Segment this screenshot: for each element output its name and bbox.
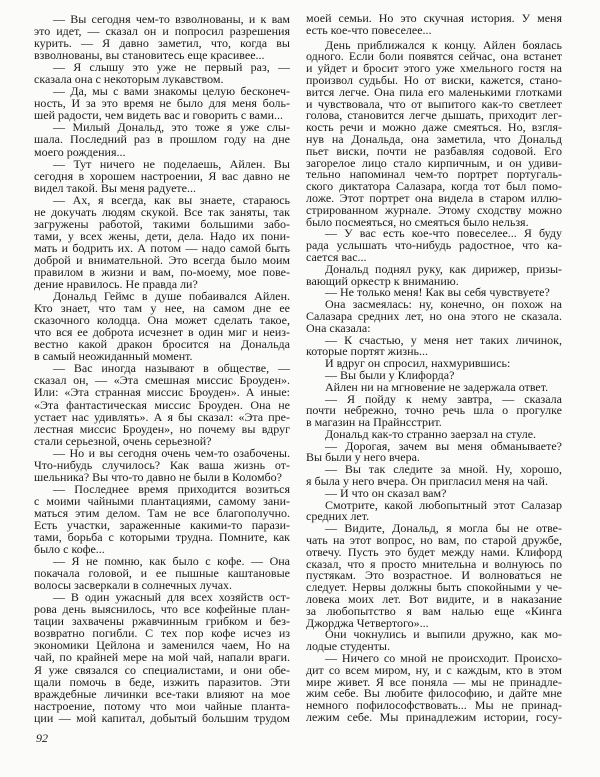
paragraph <box>34 555 290 591</box>
text-line: моего рождения... <box>34 144 126 159</box>
paragraph <box>306 653 562 724</box>
text-line: лежим себе. Мы принадлежим истории, госу- <box>306 710 562 725</box>
paragraph <box>306 37 562 229</box>
text-line: загорелое лицо стало кирпичным, и он удиви- <box>306 155 562 170</box>
paragraph <box>306 464 562 488</box>
text-line: видел такой. Вы меня радуете... <box>34 180 196 195</box>
text-line: одного. Если боли появятся сейчас, она встанет <box>306 49 562 64</box>
text-line: вится легче. Она пила его маленькими глотками <box>306 84 562 99</box>
text-line: стрированном журнале. Этому сходству можно <box>306 202 562 217</box>
text-line: тации захвачены ржавчинным грибком и без- <box>34 614 290 629</box>
text-line: пустякам. Это возрастное. И волноваться не <box>306 568 562 583</box>
text-line: Она сказала: <box>306 320 371 335</box>
paragraph <box>306 228 562 263</box>
text-line: в самый неожиданный момент. <box>34 349 193 364</box>
text-line: — Вас иногда называют в обществе, — <box>53 361 290 376</box>
text-line: экономики Цейлона и заменился чаем, Но на <box>34 638 290 653</box>
text-line: И вдруг он спросил, нахмурившись: <box>325 356 511 371</box>
text-line: шала. Последний раз в прошлом году на дне <box>34 132 290 147</box>
text-line: в магазин на Прайнсстрит. <box>306 415 442 430</box>
paragraph <box>34 158 290 194</box>
text-line: Салазара средних лет, но она этого не сказала. <box>306 308 562 323</box>
text-line: стали серьезной, очень серьезной? <box>34 433 212 448</box>
text-line: настроение, потому что мои чайные планта- <box>34 698 290 713</box>
text-line: которые портят жизнь... <box>306 344 428 359</box>
text-line: — Да, мы с вами знакомы целую бесконеч- <box>53 84 290 99</box>
text-line: Дональд как-то странно заерзал на стуле. <box>325 426 537 441</box>
text-line: тельно напоминал чем-то портрет португаль- <box>306 167 562 182</box>
text-line: было с кофе... <box>34 542 105 557</box>
text-line: дит со всем миром, ну, и с каждым, кто в этом <box>306 662 562 677</box>
text-line: устает нас удивлять». А я бы сказал: «Эта пре- <box>34 409 290 424</box>
text-line: — Вы были у Клифорда? <box>325 367 455 382</box>
text-line: возвратно погибли. С тех пор кофе исчез из <box>34 626 290 641</box>
text-line: пьет виски, почти не разбавляя содовой. Его <box>306 143 562 158</box>
paragraph <box>34 13 290 61</box>
text-line: следует. Нервы должны быть спокойными у че- <box>306 580 562 595</box>
text-line: Вы были у него вчера. <box>306 450 420 465</box>
text-line: шей радости, чем видеть вас и говорить с вами... <box>34 108 284 123</box>
text-line: дение нравилось. Не правда ли? <box>34 277 198 292</box>
paragraph <box>306 629 562 653</box>
text-line: за любопытство я вам налью еще «Кинга <box>306 603 562 618</box>
text-line: не докучать людям скукой. Все так заняты, так <box>34 204 290 219</box>
page-number: 92 <box>36 731 48 745</box>
text-line: правилом в жизни и вам, по-моему, мое пове- <box>34 264 290 279</box>
text-line: — Дорогая, зачем вы меня обманываете? <box>325 438 562 453</box>
text-line: взволнованы, вы становитесь еще красивее... <box>34 48 265 63</box>
text-line: Они чокнулись и выпили дружно, как мо- <box>325 627 562 642</box>
text-line: тами, борьба с которыми трудна. Помните, как <box>34 530 290 545</box>
paragraph <box>306 438 562 465</box>
text-line: есть кое-что повеселее... <box>306 22 432 37</box>
paragraph <box>34 447 290 483</box>
text-line: чай, по крайней мере на мой чай, напали враги. <box>34 650 290 665</box>
text-line: маться этим делом. Там не все благополучно. <box>34 505 290 520</box>
text-line: — И что он сказал вам? <box>325 485 447 500</box>
text-line: почти небрежно, точно речь шла о прогулке <box>306 403 562 418</box>
text-line: — Я не помню, как было с кофе. — Она <box>53 554 290 569</box>
text-line: Есть участки, зараженные какими-то парази- <box>34 517 290 532</box>
text-line: — В один ужасный для всех хозяйств ост- <box>53 590 290 605</box>
text-line: и уйдет и бросит этого уже хмельного гостя на <box>306 61 562 76</box>
text-line: — Милый Дональд, это тоже я уже слы- <box>53 120 290 135</box>
text-line: — Тут ничего не поделаешь, Айлен. Вы <box>53 156 290 171</box>
text-line: загружены работой, такими большими забо- <box>34 216 290 231</box>
paragraph <box>306 13 562 37</box>
paragraph <box>306 497 562 524</box>
text-line: средних лет. <box>306 509 370 524</box>
text-line: немного пофилософствовать... Мы не принад- <box>306 698 562 713</box>
text-line: мать и бодрить их. А потом — надо самой быть <box>34 240 290 255</box>
text-line: — Ах, я всегда, как вы знаете, стараюсь <box>53 192 290 207</box>
text-line: щали помочь в беде, изжить паразитов. Эти <box>34 674 290 689</box>
text-line: моей семьи. Но это скучная история. У меня <box>306 11 562 25</box>
paragraph <box>34 194 290 290</box>
text-line: Айлен ни на мгновение не задержала ответ. <box>325 379 549 394</box>
text-line: волосы засверкали в солнечных лучах. <box>34 578 233 593</box>
paragraph <box>34 362 290 446</box>
text-line: Кто знает, что там у нее, на самом дне ее <box>34 301 290 316</box>
text-line: — Последнее время приходится возиться <box>53 481 290 496</box>
text-line: шельника? Вы что-то давно не были в Коломбо? <box>34 469 282 484</box>
text-line: лестная миссис Броуден», но почему вы вдруг <box>34 421 290 436</box>
text-line: — Но и вы сегодня очень чем-то озабочены. <box>53 445 290 460</box>
text-line: сказал он, — «Эта смешная миссис Броуден». <box>34 373 290 388</box>
text-line: ции — мой капитал, добытый большим трудом <box>34 710 290 725</box>
paragraph <box>34 290 290 362</box>
text-line: — К счастью, у меня нет таких личинок, <box>325 332 562 347</box>
text-line: доброй и внимательной. Это всегда было моим <box>34 252 290 267</box>
text-line: рада услышать что-нибудь радостное, что ка- <box>306 238 562 253</box>
text-line: нув на Дональда, она заметила, что Дональд <box>306 131 562 146</box>
paragraph <box>34 483 290 555</box>
text-line: ловека моих лет. Вот видите, и в наказание <box>306 592 562 607</box>
text-line: «Эта фантастическая миссис Броуден. Она не <box>34 397 290 412</box>
text-line: ность, И за это время не было для меня боль- <box>34 96 290 111</box>
paragraph <box>34 591 290 724</box>
text-line: было посмеяться, но смеяться было нельзя. <box>306 214 529 229</box>
paragraph <box>306 299 562 334</box>
text-line: тами, у всех жены, дети, дела. Надо их пони- <box>34 228 290 243</box>
text-line: Что-нибудь случилось? Как ваша жизнь от- <box>34 457 290 472</box>
paragraph <box>306 523 562 629</box>
text-line: покачала головой, и ее пышные каштановые <box>34 566 290 581</box>
text-line: я была у него вчера. Он пригласил меня на чай. <box>306 474 548 489</box>
text-line: ложе. Этот портрет она видела в старом иллю- <box>306 190 562 205</box>
text-line: Она засмеялась: ну, конечно, он похож на <box>325 297 562 312</box>
text-line: сается вас... <box>306 249 367 264</box>
paragraph <box>34 121 290 157</box>
text-line: рова день выяснилось, что все кофейные план- <box>34 602 290 617</box>
text-line: — Не только меня! Как вы себя чувствуете? <box>325 285 550 300</box>
text-line: Дональд Геймс в душе побаивался Айлен. <box>53 289 290 304</box>
text-line: — У вас есть кое-что повеселее... Я буду <box>325 226 562 241</box>
text-line: вающий оркестр к вниманию. <box>306 273 459 288</box>
text-line: Дональд поднял руку, как дирижер, призы- <box>325 261 562 276</box>
text-line: сказочного колодца. Она может сделать такое, <box>34 313 290 328</box>
text-column-left <box>34 13 290 724</box>
text-line: Я уже связался со специалистами, и они обе- <box>34 662 290 677</box>
text-line: — Я слышу это уже не первый раз, — <box>53 60 290 75</box>
text-line: произвол судьбы. Но от виски, кажется, стано- <box>306 72 562 87</box>
paragraph <box>306 332 562 359</box>
text-line: — Вы так следите за мной. Ну, хорошо, <box>325 462 562 477</box>
paragraph <box>306 261 562 288</box>
text-line: это идет, — сказал он и попросил разрешения <box>34 24 290 39</box>
text-line: жим себе. Вы любите философию, и дайте мне <box>306 686 562 701</box>
paragraph <box>306 391 562 430</box>
text-line: — Видите, Дональд, я могла бы не отве- <box>325 521 562 536</box>
paragraph <box>34 61 290 85</box>
text-line: ского диктатора Салазара, когда тот был помо- <box>306 179 562 194</box>
text-line: голова, становится легче дышать, приходит лег- <box>306 108 562 123</box>
text-line: сказала она с некоторым лукавством. <box>34 72 224 87</box>
text-line: сегодня в хорошем настроении, Я вас давно не <box>34 168 290 183</box>
text-line: Джорджа Четвертого»... <box>306 615 429 630</box>
text-line: чать на этот вопрос, но вам, по старой дружбе, <box>306 533 562 548</box>
text-line: вестно какой дракон бросится на Дональда <box>34 337 290 352</box>
text-line: — Ничего со мной не происходит. Происхо- <box>325 651 562 666</box>
text-line: что вся ее доброта исчезнет в один миг и неиз- <box>34 325 290 340</box>
text-line: отвечу. Пусть это будет между нами. Клифорд <box>306 544 562 559</box>
text-line: мире живет. Я все поняла — мы не принадле- <box>306 674 562 689</box>
text-line: — Я пойду к нему завтра, — сказала <box>325 391 562 406</box>
text-line: Смотрите, какой любопытный этот Салазар <box>325 497 562 512</box>
text-line: курить. — Я давно заметил, что, когда вы <box>34 36 290 51</box>
text-line: кость речи и можно даже смеяться. Но, взгля- <box>306 120 562 135</box>
text-line: и чувствовала, что от выпитого как-то светлеет <box>306 96 562 111</box>
text-line: сказал, что я просто мнительна и волнуюсь по <box>306 556 562 571</box>
text-column-right <box>306 13 562 724</box>
paragraph <box>34 85 290 121</box>
text-line: лодые студенты. <box>306 639 390 654</box>
text-line: — Вы сегодня чем-то взволнованы, и к вам <box>53 12 290 26</box>
text-line: враждебные личинки все-таки влияют на мое <box>34 686 290 701</box>
text-line: День приближался к концу. Айлен боялась <box>325 37 562 52</box>
text-line: Или: «Эта странная миссис Броуден». А иные: <box>34 385 290 400</box>
text-line: с моими чайными плантациями, самому зани- <box>34 493 290 508</box>
